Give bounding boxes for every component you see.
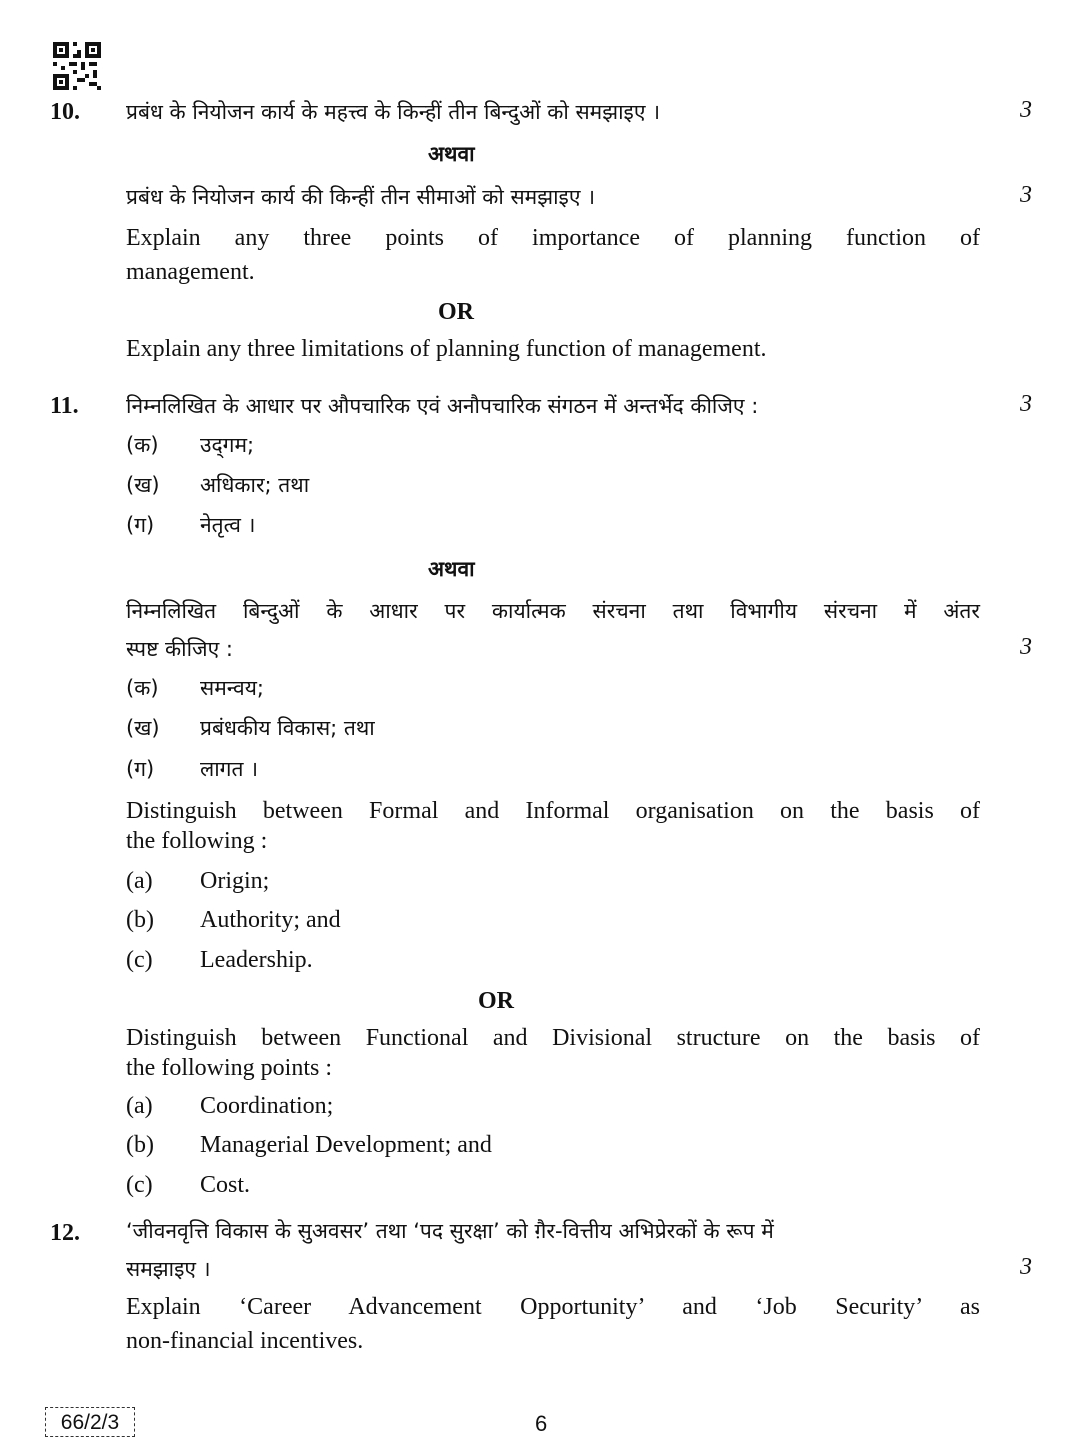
item-text: Cost. [200,1172,251,1198]
question-text-hindi-line: ‘जीवनवृत्ति विकास के सुअवसर’ तथा ‘पद सुरक्षा’ को ग़ैर-वित्तीय अभिप्रेरकों के रूप में [126,1219,774,1243]
question-number: 10. [50,99,80,125]
or-divider: OR [478,988,514,1014]
item-text: नेतृत्व । [200,513,256,537]
question-text-english-line: Explain ‘Career Advancement Opportunity’ and ‘Job Security’ as [126,1294,980,1320]
question-text-hindi-alt: प्रबंध के नियोजन कार्य की किन्हीं तीन सीमाओं को समझाइए । [126,185,596,209]
item-text: Coordination; [200,1093,334,1119]
page-number: 6 [535,1411,548,1436]
question-text-english-alt-line: Distinguish between Functional and Divisional structure on the basis of [126,1025,980,1051]
question-text-english-line: the following : [126,828,268,854]
or-divider: OR [438,299,474,325]
item-text: Leadership. [200,947,313,973]
item-label: (ग) [126,757,155,781]
question-text-english-alt-line: the following points : [126,1055,332,1081]
question-text-english-line: Distinguish between Formal and Informal organisation on the basis of [126,798,980,824]
question-text-hindi-alt-line: स्पष्ट कीजिए : [126,637,233,661]
item-label: (क) [126,676,159,700]
item-label: (c) [126,1172,153,1198]
marks: 3 [1020,182,1032,208]
question-text-hindi: निम्नलिखित के आधार पर औपचारिक एवं अनौपचारिक संगठन में अन्तर्भेद कीजिए : [126,394,759,418]
marks: 3 [1020,391,1032,417]
athva-divider: अथवा [428,557,475,581]
marks: 3 [1020,1254,1032,1280]
item-label: (ख) [126,716,160,740]
qr-code-icon [53,42,101,90]
question-text-hindi-line: समझाइए । [126,1257,211,1281]
item-label: (a) [126,1093,153,1119]
item-label: (a) [126,868,153,894]
paper-code: 66/2/3 [45,1407,135,1437]
question-text-english-alt: Explain any three limitations of planning function of management. [126,336,767,362]
item-label: (b) [126,1132,154,1158]
question-number: 12. [50,1220,80,1246]
item-label: (ख) [126,473,160,497]
item-text: अधिकार; तथा [200,473,310,497]
item-label: (क) [126,433,159,457]
item-label: (c) [126,947,153,973]
item-text: समन्वय; [200,676,264,700]
question-text-english-line: non-financial incentives. [126,1328,364,1354]
question-text-english-line: Explain any three points of importance of planning function of [126,225,980,251]
item-text: लागत । [200,757,259,781]
item-label: (b) [126,907,154,933]
athva-divider: अथवा [428,142,475,166]
item-text: प्रबंधकीय विकास; तथा [200,716,375,740]
question-text-english-line: management. [126,259,255,285]
item-text: Origin; [200,868,270,894]
item-label: (ग) [126,513,155,537]
question-number: 11. [50,393,79,419]
item-text: Authority; and [200,907,341,933]
question-text-hindi-alt-line: निम्नलिखित बिन्दुओं के आधार पर कार्यात्मक संरचना तथा विभागीय संरचना में अंतर [126,599,980,623]
marks: 3 [1020,634,1032,660]
item-text: उद्‌गम; [200,433,255,457]
question-text-hindi: प्रबंध के नियोजन कार्य के महत्त्व के किन्हीं तीन बिन्दुओं को समझाइए । [126,100,661,124]
item-text: Managerial Development; and [200,1132,492,1158]
marks: 3 [1020,97,1032,123]
